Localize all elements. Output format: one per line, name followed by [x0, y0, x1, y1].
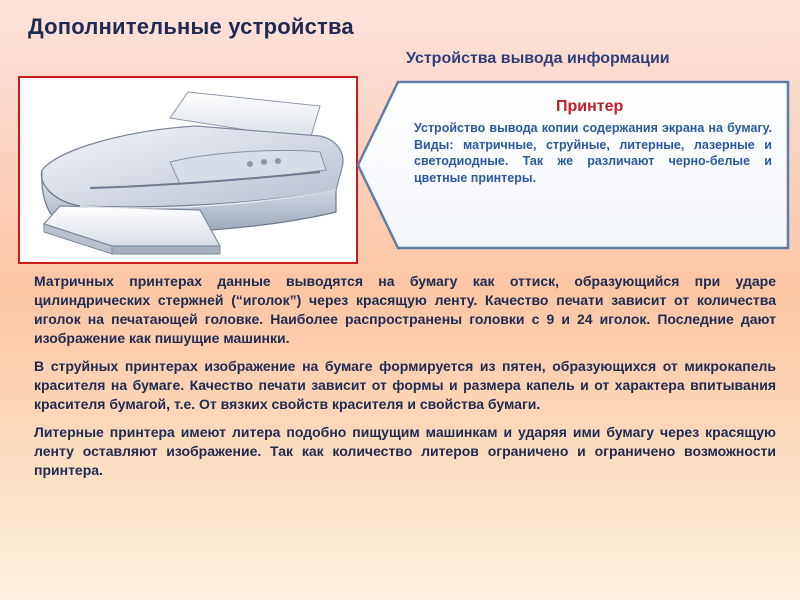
printer-icon — [20, 78, 356, 262]
callout-title: Принтер — [556, 98, 624, 115]
body-text — [34, 272, 776, 480]
paragraph-letter: Литерные принтера имеют литера подобно пищущим машинкам и ударяя ими бумагу через красящую ленту оставляют изображение. Так как количество литеров ограничено и ограничено возможности принтера. — [34, 424, 776, 478]
paragraph-matrix: Матричных принтерах данные выводятся на бумагу как оттиск, образующийся при ударе цилиндрических стержней (“иголок”) через красящую ленту. Качество печати зависит от количества иголок на печатающей головке. Наиболее распространены головки с 9 и 24 иголок. Последние дают изображение как пишущие машинки. — [34, 273, 776, 346]
printer-callout — [356, 78, 796, 252]
slide-title: Дополнительные устройства — [28, 14, 354, 39]
slide-subtitle: Устройства вывода информации — [406, 50, 670, 67]
paragraph-inkjet: В струйных принтерах изображение на бумаге формируется из пятен, образующихся от микрокапель красителя на бумаге. Качество печати зависит от формы и размера капель и от характера впитывания красителя бумагой, т.е. От вязких свойств красителя и свойства бумаги. — [34, 358, 776, 412]
printer-image — [18, 76, 358, 264]
callout-text: Устройство вывода копии содержания экрана на бумагу. Виды: матричные, струйные, литерные, лазерные и светодиодные. Так же различают черно-белые и цветные принтеры. — [414, 121, 772, 185]
